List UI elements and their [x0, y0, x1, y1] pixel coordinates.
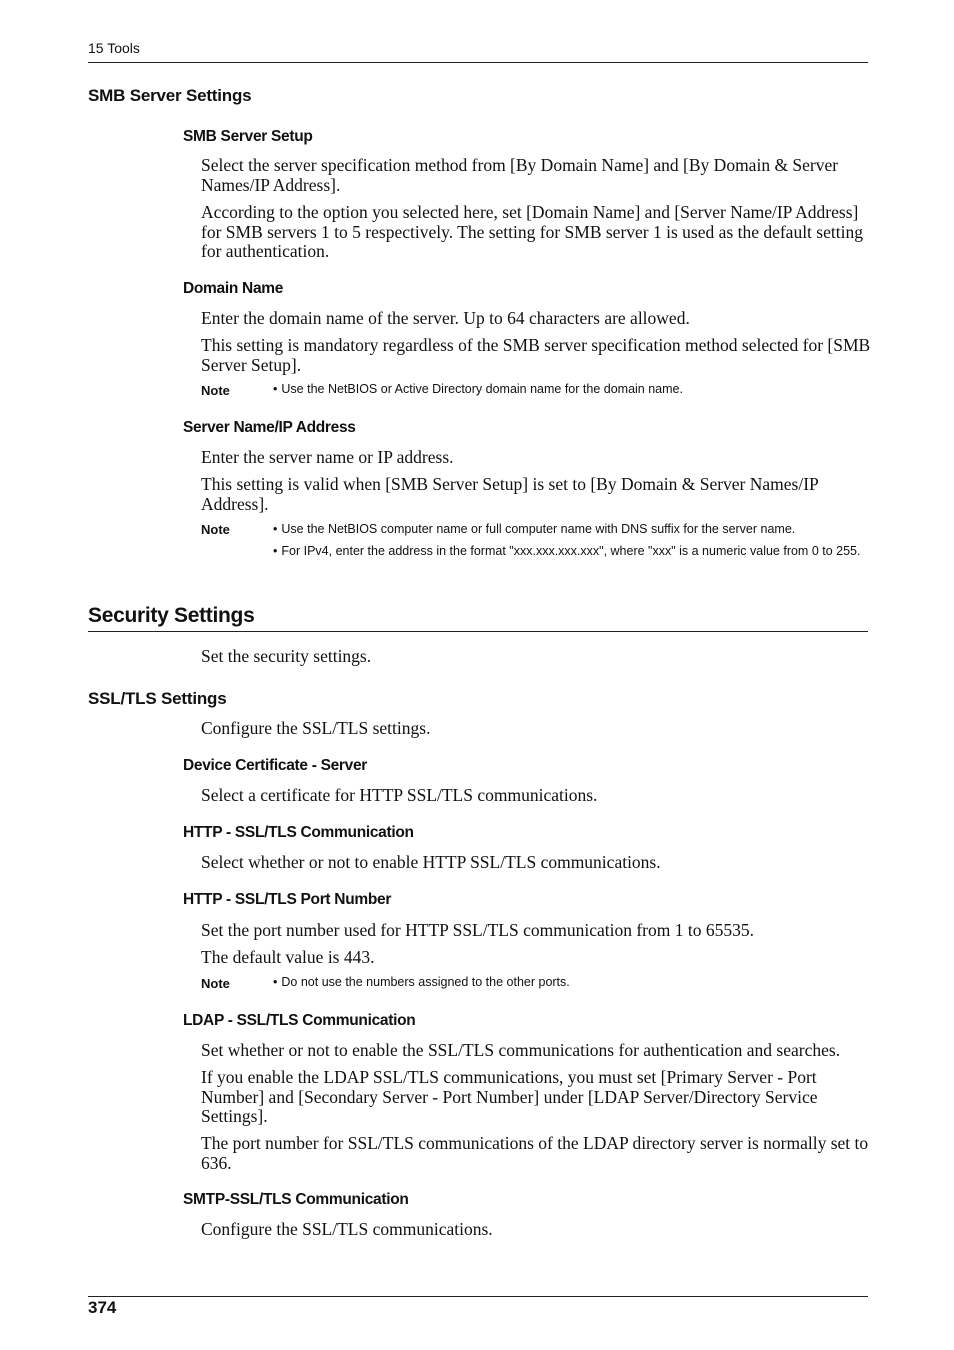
running-head: 15 Tools	[88, 40, 140, 56]
ldap-ssl-communication-heading: LDAP - SSL/TLS Communication	[183, 1012, 416, 1029]
server-name-ip-note-item-1	[273, 522, 795, 536]
domain-name-paragraph-2: This setting is mandatory regardless of the SMB server specification method selected for [SMB Server Setup].	[201, 335, 871, 375]
server-name-ip-heading: Server Name/IP Address	[183, 419, 356, 436]
smb-server-setup-paragraph-2: According to the option you selected here, set [Domain Name] and [Server Name/IP Address] for SMB servers 1 to 5 respectively. The setting for SMB server 1 is used as the default setting for authentication.	[201, 202, 863, 261]
smtp-ssl-communication-heading: SMTP-SSL/TLS Communication	[183, 1191, 409, 1208]
http-ssl-port-paragraph-1: Set the port number used for HTTP SSL/TLS communication from 1 to 65535.	[201, 920, 754, 940]
domain-name-heading: Domain Name	[183, 280, 284, 297]
device-certificate-heading: Device Certificate - Server	[183, 757, 368, 774]
ldap-ssl-communication-paragraph-2: If you enable the LDAP SSL/TLS communications, you must set [Primary Server - Port Number] and [Secondary Server - Port Number] under [LDAP Server/Directory Service Settings].	[201, 1067, 818, 1126]
server-name-ip-note-item-2	[273, 544, 860, 558]
smb-server-setup-heading: SMB Server Setup	[183, 128, 313, 145]
http-ssl-communication-heading: HTTP - SSL/TLS Communication	[183, 824, 414, 841]
note-text: Use the NetBIOS or Active Directory domain name for the domain name.	[281, 382, 683, 396]
smb-server-settings-heading: SMB Server Settings	[88, 86, 252, 105]
note-text: For IPv4, enter the address in the format "xxx.xxx.xxx.xxx", where "xxx" is a numeric value from 0 to 255.	[281, 544, 861, 558]
page-number: 374	[88, 1298, 117, 1317]
domain-name-note-item	[273, 382, 683, 396]
device-certificate-paragraph: Select a certificate for HTTP SSL/TLS communications.	[201, 785, 598, 805]
smb-server-setup-paragraph-1: Select the server specification method from [By Domain Name] and [By Domain & Server Names/IP Address].	[201, 155, 839, 195]
bullet-icon: •	[273, 544, 278, 558]
bullet-icon: •	[273, 522, 278, 536]
ldap-ssl-communication-paragraph-3: The port number for SSL/TLS communications of the LDAP directory server is normally set to 636.	[201, 1133, 869, 1173]
ssl-tls-settings-heading: SSL/TLS Settings	[88, 689, 227, 708]
http-ssl-communication-paragraph: Select whether or not to enable HTTP SSL/TLS communications.	[201, 852, 661, 872]
server-name-ip-note-label: Note	[201, 522, 230, 537]
http-ssl-port-note-item	[273, 975, 570, 989]
http-ssl-port-heading: HTTP - SSL/TLS Port Number	[183, 891, 392, 908]
http-ssl-port-paragraph-2: The default value is 443.	[201, 947, 375, 967]
ssl-tls-settings-intro: Configure the SSL/TLS settings.	[201, 718, 431, 738]
domain-name-note-label: Note	[201, 383, 230, 398]
security-settings-heading: Security Settings	[88, 604, 255, 627]
footer-rule	[88, 1296, 868, 1297]
domain-name-paragraph-1: Enter the domain name of the server. Up to 64 characters are allowed.	[201, 308, 690, 328]
server-name-ip-paragraph-1: Enter the server name or IP address.	[201, 447, 454, 467]
bullet-icon: •	[273, 975, 278, 989]
header-rule	[88, 62, 868, 63]
smtp-ssl-communication-paragraph: Configure the SSL/TLS communications.	[201, 1219, 493, 1239]
ldap-ssl-communication-paragraph-1: Set whether or not to enable the SSL/TLS communications for authentication and searches.	[201, 1040, 841, 1060]
security-settings-intro: Set the security settings.	[201, 646, 372, 666]
note-text: Do not use the numbers assigned to the other ports.	[281, 975, 570, 989]
bullet-icon: •	[273, 382, 278, 396]
http-ssl-port-note-label: Note	[201, 976, 230, 991]
security-settings-rule	[88, 631, 868, 632]
server-name-ip-paragraph-2: This setting is valid when [SMB Server Setup] is set to [By Domain & Server Names/IP Address].	[201, 474, 819, 514]
note-text: Use the NetBIOS computer name or full computer name with DNS suffix for the server name.	[281, 522, 796, 536]
